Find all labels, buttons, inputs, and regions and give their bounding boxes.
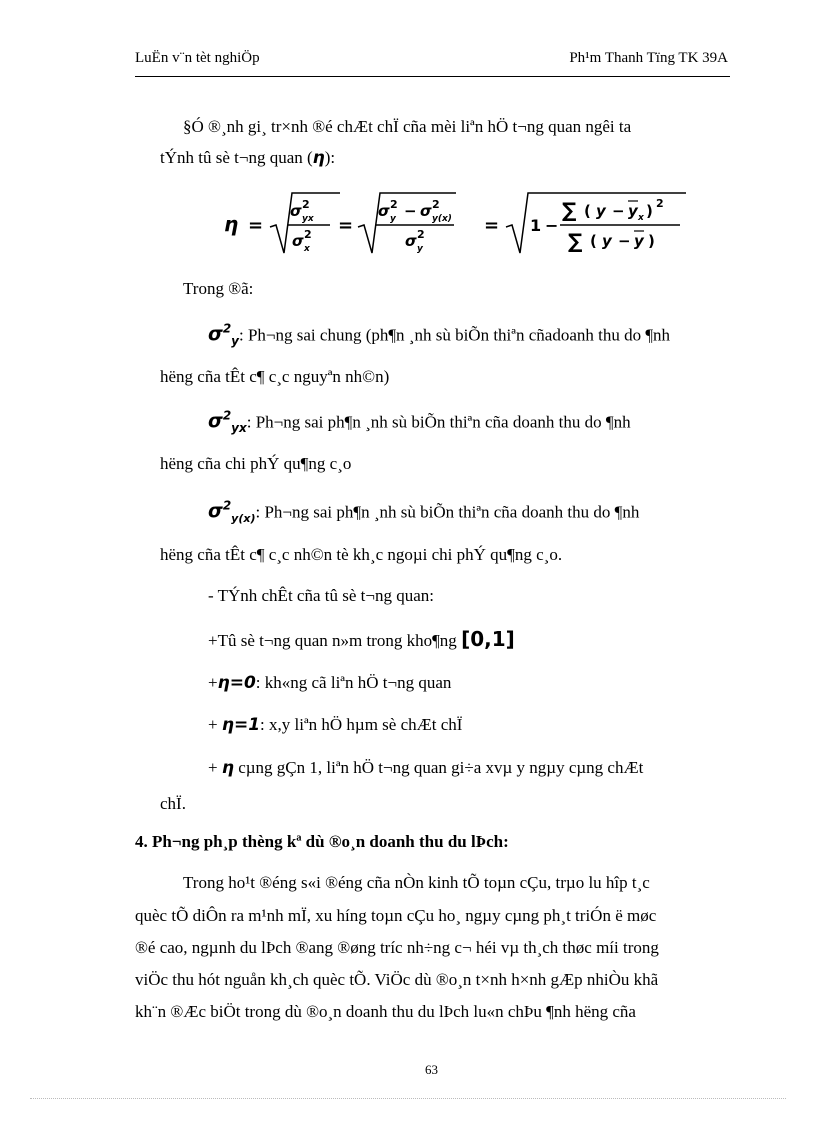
svg-text:σ: σ (290, 202, 302, 220)
def1-line-1: $\sigma^2_y$: Ph¬ng sai chung (ph¶n ¸nh sù biÕn thiªn cñadoanh thu do ¶nh (208, 322, 671, 349)
svg-text:2: 2 (417, 228, 425, 241)
header-rule (135, 76, 730, 77)
svg-text:y: y (417, 244, 423, 254)
svg-text:2: 2 (656, 197, 664, 210)
para-line-3: ®é cao, ngµnh du lÞch ®ang ®øng tríc nh÷ng c¬ héi vµ th¸ch thøc míi trong (135, 938, 659, 957)
eta-formula (200, 185, 700, 265)
formula-one: 1 (530, 216, 542, 235)
def2-line-2: hëng cña chi phÝ qu¶ng c¸o (160, 454, 352, 473)
trong-do: Trong ®ã: (183, 279, 254, 298)
svg-text:2: 2 (390, 198, 398, 211)
para-line-2: quèc tÕ diÔn ra m¹nh mÏ, xu híng toµn cÇu ho¸ ngµy cµng ph¸t triÓn ë møc (135, 906, 657, 925)
def3-line-2: hëng cña tÊt c¶ c¸c nh©n tè kh¸c ngoµi chi phÝ qu¶ng c¸o. (160, 545, 563, 564)
svg-text:y: y (602, 232, 612, 250)
intro-line-1: §Ó ®¸nh gi¸ tr×nh ®é chÆt chÏ cña mèi liªn hÖ t¬ng quan ngêi ta (183, 117, 632, 136)
svg-text:y: y (634, 232, 644, 250)
formula-lhs: η (224, 212, 239, 236)
header-left: LuËn v¨n tèt nghiÖp (135, 50, 260, 66)
def2-line-1: $\sigma^2_{yx}$: Ph¬ng sai ph¶n ¸nh sù biÕn thiªn cña doanh thu do ¶nh (208, 409, 631, 436)
svg-text:σ: σ (292, 232, 304, 250)
svg-text:(: ( (590, 232, 597, 250)
svg-text:y: y (390, 214, 396, 224)
svg-text:σ: σ (378, 202, 390, 220)
prop-4-cont: chÏ. (160, 794, 186, 813)
svg-text:): ) (648, 232, 655, 250)
prop-2: +η=0: kh«ng cã liªn hÖ t¬ng quan (208, 673, 452, 693)
formula-eq-3: = (484, 215, 500, 236)
svg-text:2: 2 (302, 198, 310, 211)
svg-text:x: x (638, 213, 644, 223)
prop-4: + η cµng gÇn 1, liªn hÖ t¬ng quan gi÷a xvµ y ngµy cµng chÆt (208, 758, 644, 778)
section-heading: 4. Ph¬ng ph¸p thèng kª dù ®o¸n doanh thu du lÞch: (135, 832, 509, 851)
page-bottom-edge (30, 1098, 786, 1099)
svg-text:y: y (596, 202, 606, 220)
para-line-5: kh¨n ®Æc biÖt trong dù ®o¸n doanh thu du lÞch lu«n chÞu ¶nh hëng cña (135, 1002, 636, 1021)
prop-1: +Tû sè t¬ng quan n»m trong kho¶ng [0,1] (208, 627, 515, 651)
def1-line-2: hëng cña tÊt c¶ c¸c nguyªn nh©n) (160, 367, 390, 386)
svg-text:x: x (304, 244, 310, 254)
formula-eq-2: = (338, 215, 354, 236)
def3-line-1: $\sigma^2_{y(x)}$: Ph¬ng sai ph¶n ¸nh sù biÕn thiªn cña doanh thu do ¶nh (208, 499, 640, 526)
header-right: Ph¹m Thanh Tïng TK 39A (569, 50, 728, 66)
svg-text:σ: σ (420, 202, 432, 220)
para-line-1: Trong ho¹t ®éng s«i ®éng cña nÒn kinh tÕ toµn cÇu, trµo lu hîp t¸c (183, 873, 650, 892)
svg-text:2: 2 (304, 228, 312, 241)
svg-text:y(x): y(x) (432, 214, 452, 224)
svg-text:y: y (628, 202, 638, 220)
props-title: - TÝnh chÊt cña tû sè t¬ng quan: (208, 586, 434, 605)
svg-text:2: 2 (432, 198, 440, 211)
formula-sum-den: ∑ (568, 229, 583, 253)
intro-line-2: tÝnh tû sè t¬ng quan (η): (160, 148, 336, 168)
svg-text:): ) (646, 202, 653, 220)
svg-text:yx: yx (302, 214, 314, 224)
svg-text:σ: σ (405, 232, 417, 250)
svg-text:−: − (612, 202, 625, 220)
prop-3: + η=1: x,y liªn hÖ hµm sè chÆt chÏ (208, 715, 463, 735)
page-number: 63 (425, 1062, 438, 1077)
svg-text:−: − (618, 232, 631, 250)
para-line-4: viÖc thu hót nguån kh¸ch quèc tÕ. ViÖc dù ®o¸n t×nh h×nh gÆp nhiÒu khã (135, 970, 659, 989)
formula-sum-num: ∑ (562, 198, 577, 222)
svg-text:(: ( (584, 202, 591, 220)
formula-minus: − (545, 216, 559, 235)
formula-eq-1: = (248, 215, 264, 236)
svg-text:−: − (404, 202, 417, 220)
